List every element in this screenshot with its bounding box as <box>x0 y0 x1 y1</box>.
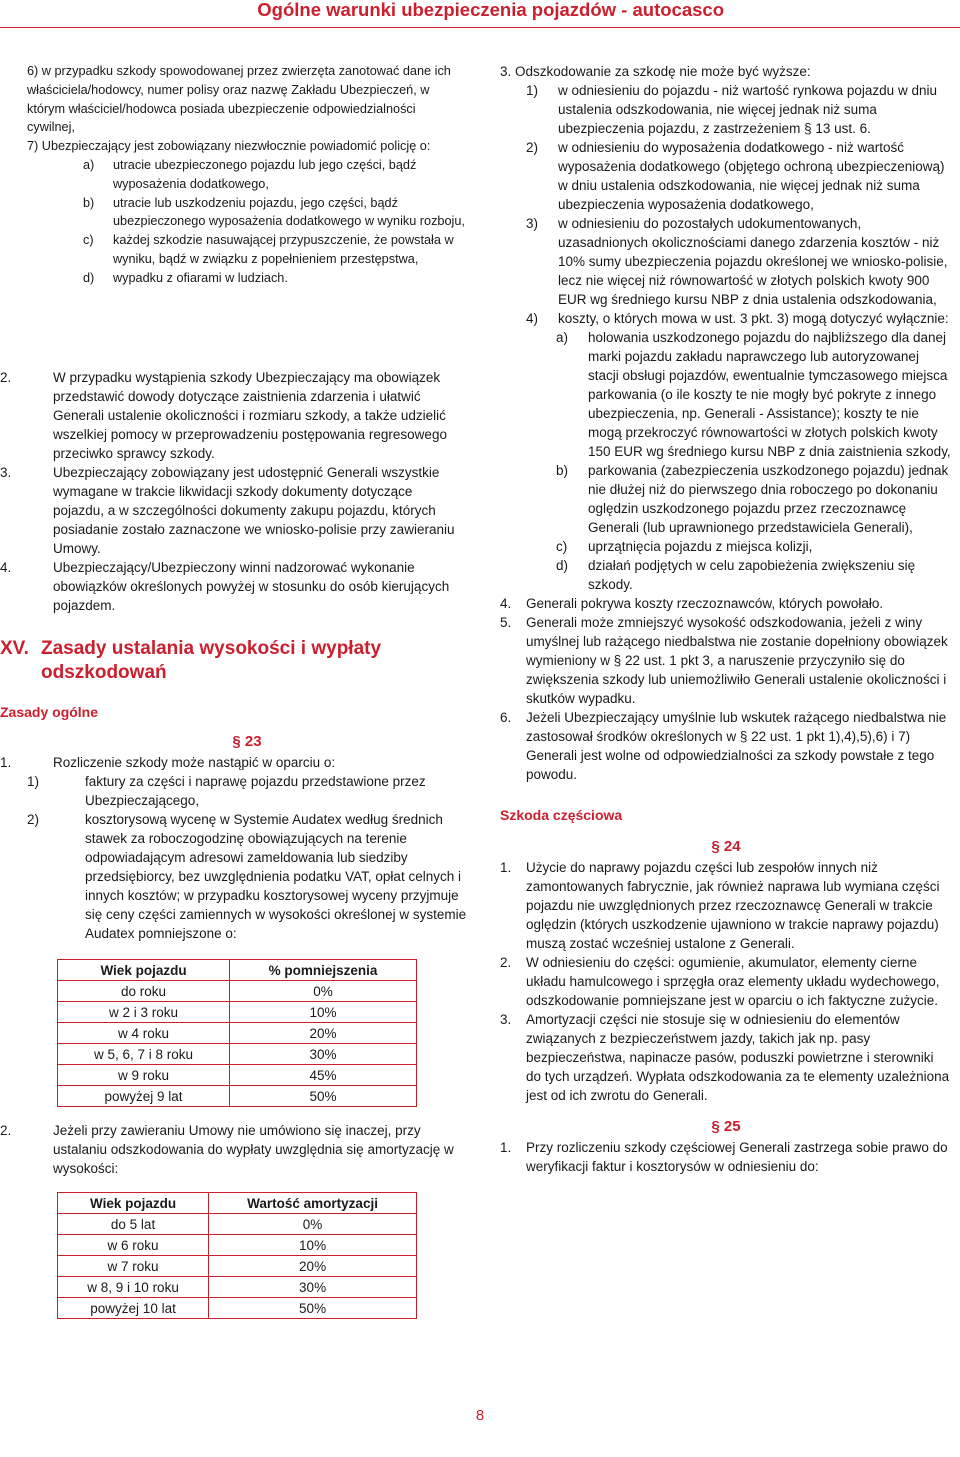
list-item <box>27 137 467 156</box>
document-title: Ogólne warunki ubezpieczenia pojazdów - autocasco <box>257 0 724 20</box>
paragraph-number: § 25 <box>711 1118 741 1135</box>
paragraph-number: § 23 <box>232 733 262 750</box>
table-header: Wiek pojazdu <box>58 1193 209 1214</box>
list-item <box>27 62 467 137</box>
list-item: 3. Odszkodowanie za szkodę nie może być wyższe: <box>500 64 811 79</box>
list-item: 2. Jeżeli przy zawieraniu Umowy nie umówiono się inaczej, przy ustalaniu odszkodowania do wypłaty uwzględnia się amortyzację w wysokości: <box>0 1123 454 1176</box>
table-row: powyżej 9 lat 50% <box>58 1086 417 1107</box>
list-item: c) uprzątnięcia pojazdu z miejsca kolizji, <box>556 539 813 554</box>
depreciation-table <box>57 1192 417 1319</box>
item-6: 6) w przypadku szkody spowodowanej przez zwierzęta zanotować dane ich właściciela/hodowcy, numer polisy oraz nazwę Zakładu Ubezpieczeń, w którym właściciel/hodowca posiada ubezpieczenie odpowiedzialności cywilnej, <box>27 64 451 135</box>
list-item: c) każdej szkodzie nasuwającej przypuszczenie, że powstała w wyniku, bądź w związku z popełnieniem przestępstwa, <box>83 233 454 266</box>
table-header: Wiek pojazdu <box>58 960 230 981</box>
list-item: 1) faktury za części i naprawę pojazdu przedstawione przez Ubezpieczającego, <box>27 774 426 808</box>
list-item: 1) w odniesieniu do pojazdu - niż wartość rynkowa pojazdu w dniu ustalenia odszkodowania, nie więcej jednak niż suma ubezpieczenia pojazdu, z zastrzeżeniem § 13 ust. 6. <box>526 83 937 136</box>
list-item: b) utracie lub uszkodzeniu pojazdu, jego części, bądź ubezpieczonego wyposażenia dodatkowego w wyniku rozboju, <box>83 195 465 229</box>
list-item: 3. Amortyzacji części nie stosuje się w odniesieniu do elementów związanych z bezpieczeństwem jazdy, takich jak np. pasy bezpieczeństwa, napinacze pasów, poduszki powietrzne i sterowniki do tych urządzeń. Wypłata odszkodowania za te elementy uzależniona jest od ich zwrotu do Generali. <box>500 1012 950 1103</box>
list-item: b) parkowania (zabezpieczenia uszkodzonego pojazdu) jednak nie dłużej niż do pierwszego dnia roboczego po dokonaniu oględzin uszkodzonego pojazdu przez rzeczoznawcę Generali (lub uprawnionego przedstawiciela Generali), <box>556 463 949 535</box>
list-item: 3) w odniesieniu do pozostałych udokumentowanych, uzasadnionych okolicznościami danego zdarzenia kosztów - niż 10% sumy ubezpieczenia pojazdu określonej we wniosko-polisie, lecz nie więcej niż równowartość w złotych polskich kwoty 900 EUR wg średniego kursu NBP z dnia ustalenia odszkodowania, <box>526 216 948 307</box>
left-column-main <box>0 368 467 1319</box>
table-row: w 7 roku 20% <box>58 1256 417 1277</box>
item-7: 7) Ubezpieczający jest zobowiązany niezwłocznie powiadomić policję o: <box>27 139 431 154</box>
list-item: a) holowania uszkodzonego pojazdu do najbliższego dla danej marki pojazdu zakładu naprawczego lub autoryzowanej stacji obsługi pojazdów, ewentualnie tymczasowego miejsca parkowania (o ile koszty te nie mogły być pokryte z innego ubezpieczenia, np. Generali - Assistance); koszty te nie mogą przekroczyć równowartości w złotych polskich kwoty 150 EUR wg średniego kursu NBP z dnia zaistnienia szkody, <box>556 330 951 459</box>
table-row: w 6 roku 10% <box>58 1235 417 1256</box>
reduction-table <box>57 959 417 1107</box>
list-item: 1. Użycie do naprawy pojazdu części lub zespołów innych niż zamontowanych fabrycznie, jak również naprawa lub wymiana części pojazdu nie uwzględnionych przez rzeczoznawcę Generali w trakcie oględzin (których uszkodzenie ujawniono w trakcie naprawy pojazdu) muszą zostać wcześniej ustalone z Generali. <box>500 860 940 951</box>
header-rule <box>0 27 960 28</box>
table-row: do roku 0% <box>58 981 417 1002</box>
paragraph-number: § 24 <box>711 838 741 855</box>
list-item: a) utracie ubezpieczonego pojazdu lub jego części, bądź wyposażenia dodatkowego, <box>83 157 417 191</box>
left-column <box>27 62 467 288</box>
subsection-title: Szkoda częściowa <box>500 807 623 823</box>
list-item: 3. Ubezpieczający zobowiązany jest udostępnić Generali wszystkie wymagane w trakcie likwidacji szkody dokumenty dotyczące pojazdu, a w szczególności dokumenty zakupu pojazdu, których posiadanie zostało zaznaczone we wniosko-polisie przy zawieraniu Umowy. <box>0 465 455 556</box>
section-title: XV. Zasady ustalania wysokości i wypłaty odszkodowań <box>0 638 382 683</box>
list-item: d) wypadku z ofiarami w ludziach. <box>83 270 288 285</box>
list-item: 2) w odniesieniu do wyposażenia dodatkowego - niż wartość wyposażenia dodatkowego (objętego ochroną ubezpieczeniową) w dniu ustalenia odszkodowania, nie więcej jednak niż suma ubezpieczenia wyposażenia dodatkowego, <box>526 140 945 212</box>
table-header: Wartość amortyzacji <box>209 1193 417 1214</box>
subsection-title: Zasady ogólne <box>0 704 99 720</box>
list-item: 4. Generali pokrywa koszty rzeczoznawców, których powołało. <box>500 596 884 611</box>
list-item: d) działań podjętych w celu zapobieżenia zwiększeniu się szkody. <box>556 558 916 592</box>
list-item: 1. Rozliczenie szkody może nastąpić w oparciu o: <box>0 755 336 770</box>
table-row: w 8, 9 i 10 roku 30% <box>58 1277 417 1298</box>
table-header: % pomniejszenia <box>230 960 417 981</box>
list-item: 2. W odniesieniu do części: ogumienie, akumulator, elementy cierne układu hamulcowego i sprzęgła oraz elementy układu wydechowego, odszkodowanie pomniejszane jest w oparciu o ich faktyczne zużycie. <box>500 955 940 1008</box>
table-row: do 5 lat 0% <box>58 1214 417 1235</box>
list-item: 2. W przypadku wystąpienia szkody Ubezpieczający ma obowiązek przedstawić dowody dotyczące zaistnienia zdarzenia i ułatwić Generali ustalenie okoliczności i rozmiaru szkody, a także udzielić wszelkiej pomocy w przeprowadzeniu postępowania regresowego przeciwko sprawcy szkody. <box>0 370 447 461</box>
right-column <box>500 62 952 1176</box>
list-item: 4. Ubezpieczający/Ubezpieczony winni nadzorować wykonanie obowiązków określonych powyżej w stosunku do osób kierujących pojazdem. <box>0 560 450 613</box>
table-row: w 5, 6, 7 i 8 roku 30% <box>58 1044 417 1065</box>
list-item: 1. Przy rozliczeniu szkody częściowej Generali zastrzega sobie prawo do weryfikacji faktur i kosztorysów w odniesieniu do: <box>500 1140 948 1174</box>
table-row: powyżej 10 lat 50% <box>58 1298 417 1319</box>
table-row: w 4 roku 20% <box>58 1023 417 1044</box>
list-item: 5. Generali może zmniejszyć wysokość odszkodowania, jeżeli z winy umyślnej lub rażącego niedbalstwa nie zostanie dopełniony obowiązek wymieniony w § 22 ust. 1 pkt 3, a naruszenie przyczyniło się do zwiększenia szkody lub uniemożliwiło Generali ustalenie okoliczności i skutków wypadku. <box>500 615 948 706</box>
page-number: 8 <box>475 1407 485 1424</box>
list-item: 4) koszty, o których mowa w ust. 3 pkt. 3) mogą dotyczyć wyłącznie: <box>526 311 949 326</box>
page-header <box>0 0 960 24</box>
list-item: 6. Jeżeli Ubezpieczający umyślnie lub wskutek rażącego niedbalstwa nie zastosował środków określonych w § 22 ust. 1 pkt 1),4),5),6) i 7) Generali jest wolne od odpowiedzialności za szkody powstałe z tego powodu. <box>500 710 947 782</box>
table-row: w 2 i 3 roku 10% <box>58 1002 417 1023</box>
table-row: w 9 roku 45% <box>58 1065 417 1086</box>
list-item: 2) kosztorysową wycenę w Systemie Audatex według średnich stawek za roboczogodzinę obowiązujących na terenie odpowiadającym adresowi zameldowania lub siedziby przedsiębiorcy, bez uwzględnienia podatku VAT, opłat celnych i innych kosztów; w przypadku kosztorysowej wyceny przyjmuje się ceny części zamiennych w wysokości określonej w systemie Audatex pomniejszone o: <box>27 812 467 941</box>
